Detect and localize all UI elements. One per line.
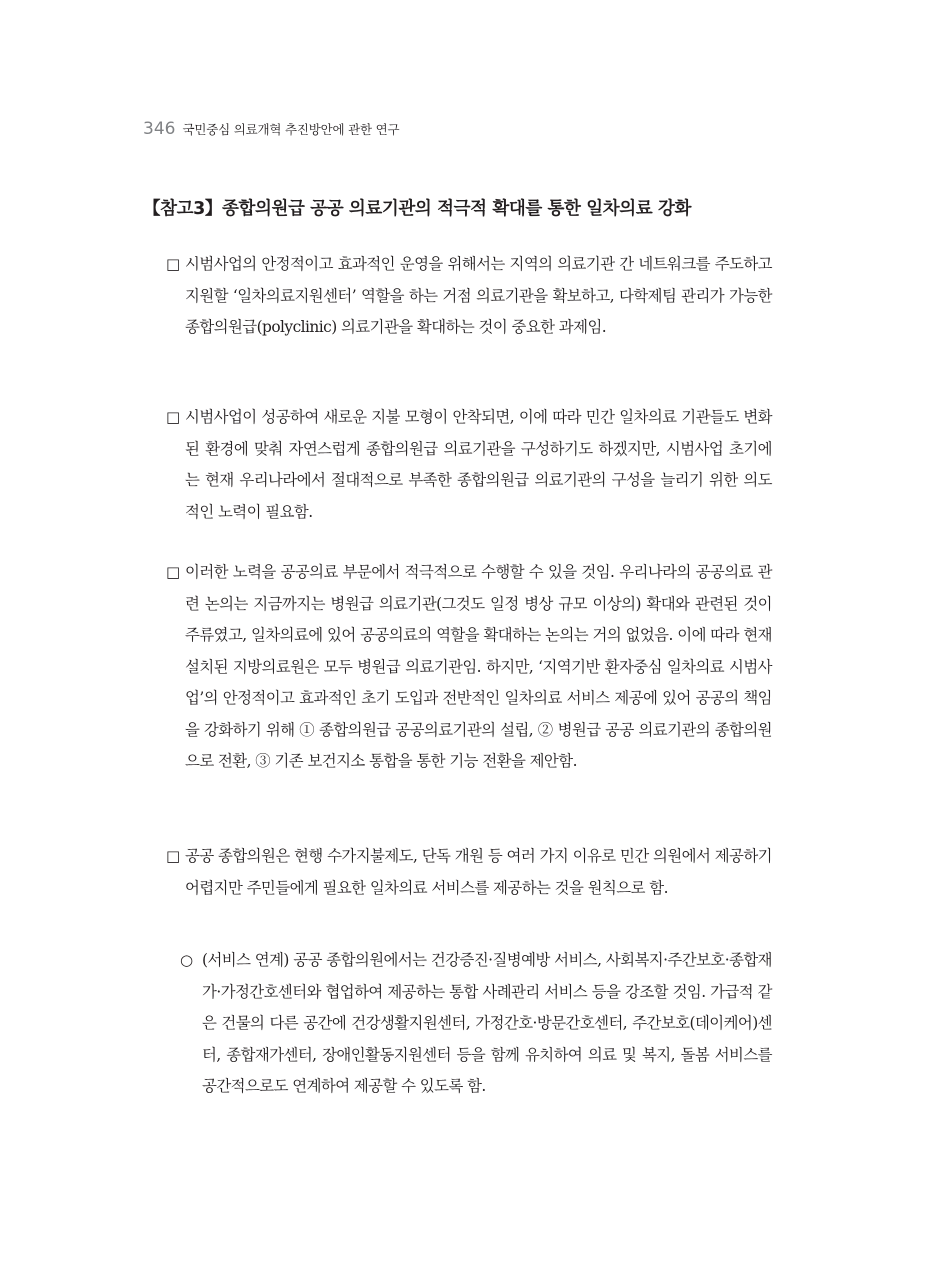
paragraph-4	[166, 841, 772, 904]
paragraph	[166, 557, 772, 778]
paragraph	[166, 402, 772, 528]
sub-item-text: (서비스 연계) 공공 종합의원에서는 건강증진·질병예방 서비스, 사회복지·주간보호·종합재가·가정간호센터와 협업하여 제공하는 통합 사례관리 서비스 등을 강조할 것임. 가급적 같은 건물의 다른 공간에 건강생활지원센터, 가정간호·방문간호센터, 주간보호(데이케어)센터, 종합재가센터, 장애인활동지원센터 등을 함께 유치하여 의료 및 복지, 돌봄 서비스를 공간적으로도 연계하여 제공할 수 있도록 함.	[202, 951, 772, 1095]
paragraph-2	[166, 402, 772, 528]
running-header	[143, 119, 399, 143]
paragraph-1	[166, 249, 772, 344]
square-bullet-icon: □	[166, 847, 180, 865]
circle-bullet-icon: ○	[180, 951, 193, 969]
list-item	[180, 945, 772, 1103]
page-number: 346	[143, 119, 176, 139]
paragraph-text: 공공 종합의원은 현행 수가지불제도, 단독 개원 등 여러 가지 이유로 민간 의원에서 제공하기 어렵지만 주민들에게 필요한 일차의료 서비스를 제공하는 것을 원칙으로 함.	[185, 847, 772, 897]
section-title: 【참고3】종합의원급 공공 의료기관의 적극적 확대를 통한 일차의료 강화	[143, 199, 691, 219]
sub-item-service-link	[180, 945, 772, 1103]
paragraph-text: 이러한 노력을 공공의료 부문에서 적극적으로 수행할 수 있을 것임. 우리나라의 공공의료 관련 논의는 지금까지는 병원급 의료기관(그것도 일정 병상 규모 이상의) 확대와 관련된 것이 주류였고, 일차의료에 있어 공공의료의 역할을 확대하는 논의는 거의 없었음. 이에 따라 현재 설치된 지방의료원은 모두 병원급 의료기관임. 하지만, ‘지역기반 환자중심 일차의료 시범사업’의 안정적이고 효과적인 초기 도입과 전반적인 일차의료 서비스 제공에 있어 공공의 책임을 강화하기 위해 ① 종합의원급 공공의료기관의 설립, ② 병원급 공공 의료기관의 종합의원으로 전환, ③ 기존 보건지소 통합을 통한 기능 전환을 제안함.	[185, 563, 772, 770]
paragraph	[166, 841, 772, 904]
running-title: 국민중심 의료개혁 추진방안에 관한 연구	[182, 122, 400, 137]
paragraph-3	[166, 557, 772, 778]
square-bullet-icon: □	[166, 255, 180, 273]
paragraph-text: 시범사업이 성공하여 새로운 지불 모형이 안착되면, 이에 따라 민간 일차의료 기관들도 변화된 환경에 맞춰 자연스럽게 종합의원급 의료기관을 구성하기도 하겠지만, 시범사업 초기에는 현재 우리나라에서 절대적으로 부족한 종합의원급 의료기관의 구성을 늘리기 위한 의도적인 노력이 필요함.	[185, 408, 772, 521]
paragraph-text: 시범사업의 안정적이고 효과적인 운영을 위해서는 지역의 의료기관 간 네트워크를 주도하고 지원할 ‘일차의료지원센터’ 역할을 하는 거점 의료기관을 확보하고, 다학제팀 관리가 가능한 종합의원급(polyclinic) 의료기관을 확대하는 것이 중요한 과제임.	[185, 255, 772, 336]
paragraph	[166, 249, 772, 344]
square-bullet-icon: □	[166, 563, 180, 581]
square-bullet-icon: □	[166, 408, 180, 426]
